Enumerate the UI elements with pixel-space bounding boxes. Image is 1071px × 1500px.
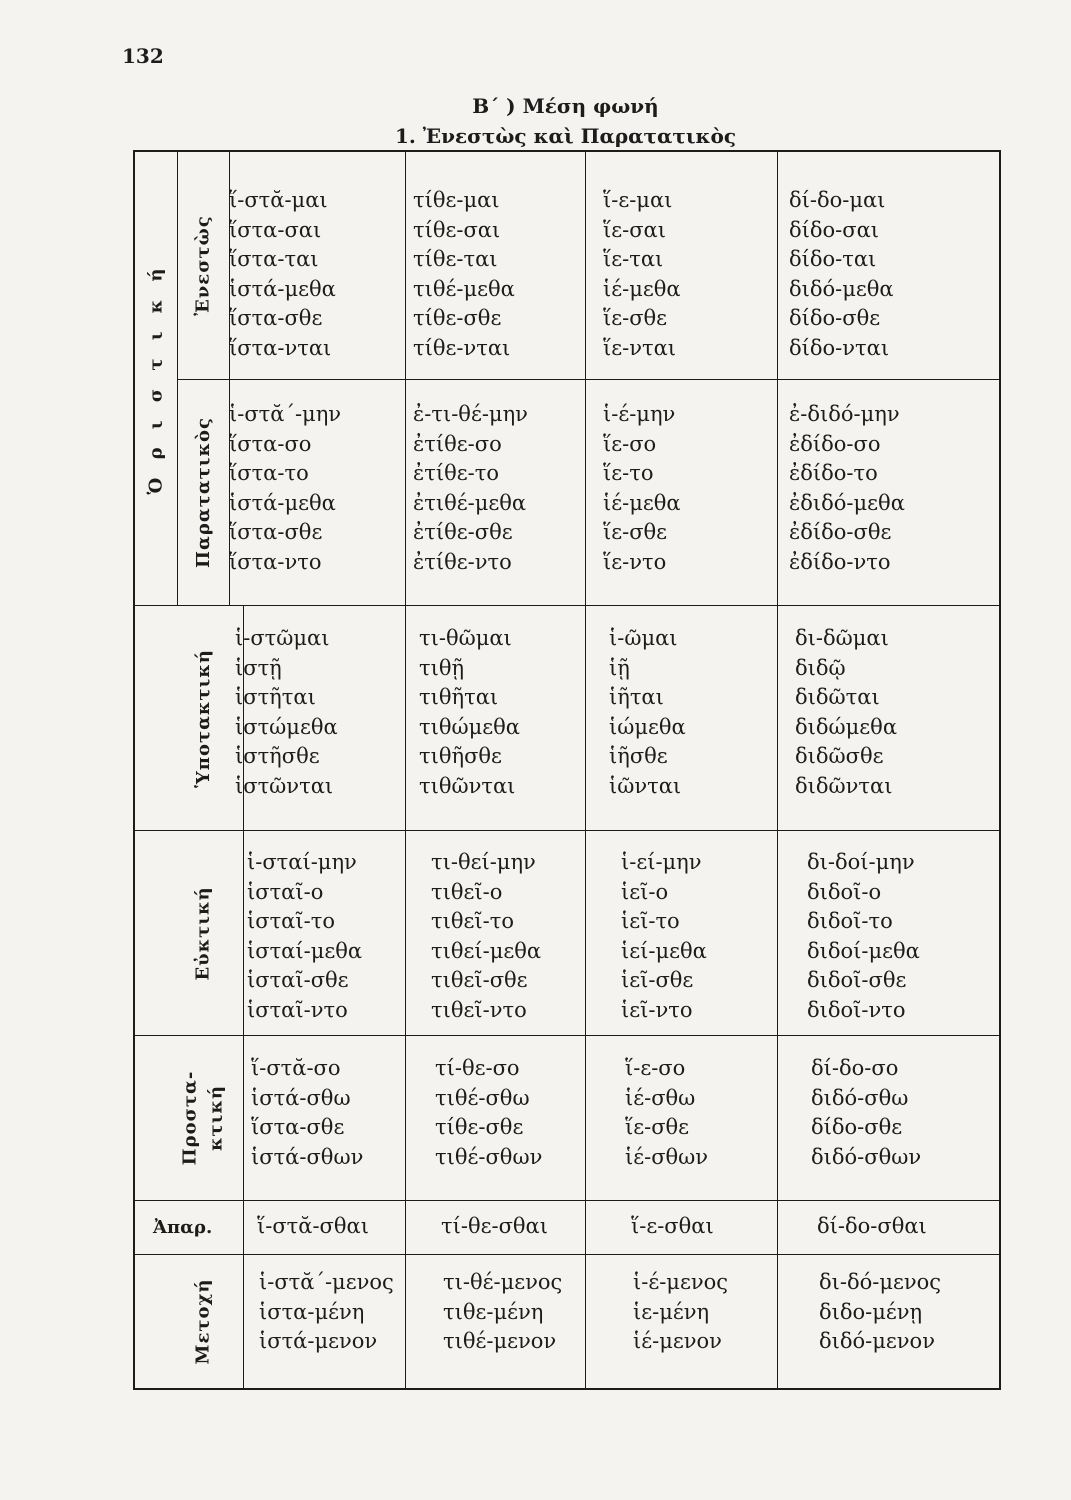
verb-form: τίθε-νται	[413, 335, 511, 360]
verb-form: ἵστα-ται	[229, 247, 319, 271]
verb-form: ἱστῆσθε	[235, 744, 320, 768]
cell-paratatikos-2	[413, 400, 528, 577]
verb-form: ἵστα-σθε	[229, 520, 323, 544]
verb-form: τί-θε-σο	[435, 1056, 520, 1080]
mood-label-text	[177, 1071, 229, 1166]
verb-form: δί-δο-σθαι	[817, 1214, 927, 1238]
verb-form: ἱῆται	[609, 685, 664, 709]
verb-form: διδοί-μεθα	[807, 938, 920, 963]
verb-form: ἵστα-ντο	[229, 549, 322, 574]
verb-form: διδῶται	[795, 685, 880, 709]
verb-form: ἱσταῖ-το	[247, 909, 335, 933]
mood-label-line: Προστα-	[179, 1070, 200, 1166]
verb-form: ἵε-σο	[603, 431, 657, 456]
verb-form: ἱεῖ-ο	[621, 879, 669, 904]
verb-form: ἵ-στᾰ-σο	[251, 1056, 341, 1080]
verb-form: δίδο-σθε	[811, 1115, 903, 1139]
verb-form: ἱέ-σθων	[625, 1144, 709, 1169]
verb-form: ἱέ-μεθα	[603, 276, 681, 301]
verb-form: τιθῶνται	[419, 773, 516, 798]
verb-form: ἱσταῖ-ντο	[247, 997, 348, 1022]
verb-form: δί-δο-σο	[811, 1056, 899, 1080]
verb-form: διδοῖ-το	[807, 909, 893, 933]
verb-form: τιθώμεθα	[419, 714, 520, 739]
verb-form: ἱῇ	[609, 655, 630, 680]
mood-label-enestos	[178, 152, 229, 379]
verb-form: ἱστα-μένη	[259, 1299, 365, 1324]
verb-form: τι-θεί-μην	[431, 850, 536, 874]
cell-efktiki-4	[807, 848, 920, 1025]
verb-form: ἵ-ε-σθαι	[631, 1214, 714, 1238]
verb-form: τίθε-ται	[413, 247, 498, 271]
verb-form: διδοῖ-ντο	[807, 997, 906, 1022]
verb-form: ἱσταί-μεθα	[247, 938, 363, 963]
verb-form: ἵε-σθε	[625, 1115, 690, 1139]
verb-form: διδό-σθω	[811, 1085, 909, 1110]
table-border-right	[999, 150, 1001, 1390]
verb-form: δι-δοί-μην	[807, 850, 915, 874]
cell-enestos-2	[413, 186, 515, 363]
page-number: 132	[122, 44, 164, 68]
verb-form: τιθῆται	[419, 685, 499, 709]
verb-form: τιθεῖ-το	[431, 909, 514, 933]
verb-form: τίθε-σθε	[435, 1115, 524, 1139]
verb-form: ἵστα-νται	[229, 335, 332, 360]
verb-form: τιθεῖ-σθε	[431, 968, 528, 992]
verb-form: ἱστά-μεθα	[229, 490, 336, 515]
verb-form: ἱστά-σθω	[251, 1085, 351, 1110]
cell-paratatikos-1	[229, 400, 341, 577]
mood-label-metochi	[163, 1255, 243, 1388]
verb-form: ἐδίδο-σο	[789, 431, 881, 456]
verb-form: τι-θῶμαι	[419, 626, 512, 650]
cell-metochi-3	[633, 1268, 728, 1357]
verb-form: διδο-μένῃ	[819, 1299, 923, 1324]
column-divider-3	[777, 150, 778, 1390]
group-label-text: Ὁ ρ ι σ τ ι κ ή	[145, 262, 167, 495]
verb-form: ἐ-τι-θέ-μην	[413, 402, 528, 426]
verb-form: διδῷ	[795, 655, 846, 680]
cell-prostaktiki-4	[811, 1054, 921, 1172]
cell-metochi-1	[259, 1268, 394, 1357]
verb-form: διδῶνται	[795, 773, 893, 798]
verb-form: ἱ-εί-μην	[621, 850, 702, 874]
verb-form: ἱώμεθα	[609, 714, 686, 739]
verb-form: ἱσταῖ-ο	[247, 879, 324, 904]
verb-form: ἱ-σταί-μην	[247, 850, 357, 874]
verb-form: ἵστα-σθε	[251, 1115, 345, 1139]
cell-paratatikos-3	[603, 400, 681, 577]
verb-form: ἱστά-σθων	[251, 1144, 364, 1169]
verb-form: τιθε-μένη	[443, 1299, 544, 1324]
mood-label-text: Παρατατικὸς	[193, 417, 215, 568]
cell-ypotaktiki-4	[795, 624, 897, 801]
group-label-oristiki	[135, 152, 177, 605]
verb-form: δίδο-σθε	[789, 306, 881, 330]
verb-form: ἱ-στᾰ΄-μενος	[259, 1270, 394, 1294]
mood-label-text: Ὑποτακτική	[192, 648, 214, 788]
verb-form: ἱε-μένη	[633, 1299, 710, 1324]
verb-form: ἐτίθε-σο	[413, 431, 502, 456]
row-divider-6	[133, 1254, 1001, 1255]
verb-form: ἱέ-μεθα	[603, 490, 681, 515]
verb-form: δίδο-σαι	[789, 217, 880, 242]
verb-form: δίδο-ται	[789, 247, 877, 271]
verb-form: δίδο-νται	[789, 335, 890, 360]
verb-form: ἱεῖ-σθε	[621, 968, 694, 992]
verb-form: ἐδίδο-ντο	[789, 549, 891, 574]
column-divider-1	[405, 150, 406, 1390]
cell-enestos-4	[789, 186, 894, 363]
verb-form: ἱστῆται	[235, 685, 316, 709]
row-divider-5	[133, 1200, 1001, 1201]
section-title: Β΄ ) Μέση φωνή	[472, 94, 659, 118]
mood-label-text: Μετοχή	[192, 1278, 214, 1365]
verb-form: τίθε-σθε	[413, 306, 502, 330]
verb-form: ἐτιθέ-μεθα	[413, 490, 527, 515]
verb-form: ἵε-ται	[603, 247, 664, 271]
verb-form: ἱστά-μεθα	[229, 276, 336, 301]
verb-form: ἐδίδο-σθε	[789, 520, 892, 544]
row-divider-1	[177, 379, 1001, 380]
cell-metochi-2	[443, 1268, 562, 1357]
cell-efktiki-2	[431, 848, 541, 1025]
verb-form: ἵ-στᾰ-μαι	[229, 188, 328, 212]
verb-form: τίθε-σαι	[413, 217, 501, 242]
table-border-bottom	[133, 1388, 1001, 1390]
column-divider-2	[585, 150, 586, 1390]
mood-label-ypotaktiki	[163, 606, 243, 830]
verb-form: ἐτίθε-ντο	[413, 549, 512, 574]
verb-form: ἵε-το	[603, 461, 654, 485]
cell-prostaktiki-3	[625, 1054, 708, 1172]
verb-form: τιθεῖ-ντο	[431, 997, 527, 1022]
verb-form: ἱ-έ-μην	[603, 402, 676, 426]
verb-form: ἵε-ντο	[603, 549, 667, 574]
cell-efktiki-3	[621, 848, 707, 1025]
verb-form: ἱστῇ	[235, 655, 282, 680]
verb-form: τιθέ-μενον	[443, 1329, 557, 1353]
mood-label-efktiki	[163, 831, 243, 1035]
verb-form: ἐτίθε-το	[413, 461, 499, 485]
cell-aparemfato-3	[631, 1212, 714, 1242]
mood-label-prostaktiki	[163, 1036, 243, 1200]
cell-prostaktiki-1	[251, 1054, 363, 1172]
verb-form: διδῶσθε	[795, 744, 884, 768]
verb-form: δι-δῶμαι	[795, 626, 889, 650]
verb-form: ἱῶνται	[609, 773, 682, 798]
verb-form: δί-δο-μαι	[789, 188, 886, 212]
cell-enestos-1	[229, 186, 336, 363]
verb-form: τιθεῖ-ο	[431, 879, 503, 904]
mood-label-line: κτική	[205, 1085, 226, 1151]
verb-form: ἵε-σαι	[603, 217, 666, 242]
cell-ypotaktiki-2	[419, 624, 520, 801]
verb-form: ἐδιδό-μεθα	[789, 490, 905, 515]
cell-enestos-3	[603, 186, 681, 363]
verb-form: ἵστα-σαι	[229, 217, 322, 242]
verb-form: τί-θε-σθαι	[441, 1214, 548, 1238]
verb-form: τιθεί-μεθα	[431, 938, 542, 963]
verb-form: διδό-μενον	[819, 1329, 935, 1353]
verb-form: ἵε-σθε	[603, 306, 668, 330]
verb-form: διδοῖ-σθε	[807, 968, 907, 992]
verb-form: ἱέ-μενον	[633, 1329, 722, 1353]
mood-label-paratatikos	[178, 380, 229, 605]
conjugation-table	[133, 150, 1001, 1390]
verb-form: ἵε-σθε	[603, 520, 668, 544]
verb-form: ἐτίθε-σθε	[413, 520, 513, 544]
cell-ypotaktiki-1	[235, 624, 338, 801]
verb-form: διδό-μεθα	[789, 276, 894, 301]
mood-label-text: Ἐνεστὼς	[193, 215, 214, 316]
verb-form: ἱστά-μενον	[259, 1329, 378, 1353]
verb-form: ἵστα-σθε	[229, 306, 323, 330]
verb-form: ἐ-διδό-μην	[789, 402, 900, 426]
verb-form: τιθῆσθε	[419, 744, 502, 768]
verb-form: διδό-σθων	[811, 1144, 922, 1169]
verb-form: ἱστῶνται	[235, 773, 334, 798]
verb-form: τιθέ-σθω	[435, 1085, 530, 1110]
verb-form: ἱεί-μεθα	[621, 938, 707, 963]
verb-form: ἱέ-σθω	[625, 1085, 696, 1110]
cell-efktiki-1	[247, 848, 362, 1025]
verb-form: ἱ-στῶμαι	[235, 626, 330, 650]
mood-label-text: Εὐκτική	[192, 885, 214, 981]
verb-form: ἵε-νται	[603, 335, 677, 360]
verb-form: τιθέ-μεθα	[413, 276, 515, 301]
verb-form: ἵ-στᾰ-σθαι	[257, 1214, 369, 1238]
row-divider-4	[133, 1035, 1001, 1036]
verb-form: ἱστώμεθα	[235, 714, 338, 739]
verb-form: ἱ-ῶμαι	[609, 626, 678, 650]
cell-paratatikos-4	[789, 400, 905, 577]
verb-form: ἱεῖ-το	[621, 909, 680, 933]
verb-form: ἱ-έ-μενος	[633, 1270, 729, 1294]
row-divider-3	[133, 830, 1001, 831]
row-divider-2	[133, 605, 1001, 606]
verb-form: δι-δό-μενος	[819, 1270, 942, 1294]
cell-metochi-4	[819, 1268, 941, 1357]
verb-form: διδώμεθα	[795, 714, 897, 739]
section-subtitle: 1. Ἐνεστὼς καὶ Παρατατικὸς	[394, 124, 737, 148]
verb-form: ἵστα-σο	[229, 431, 312, 456]
cell-prostaktiki-2	[435, 1054, 542, 1172]
cell-aparemfato-1	[257, 1212, 369, 1242]
verb-form: ἵστα-το	[229, 461, 309, 485]
verb-form: ἱεῖ-ντο	[621, 997, 693, 1022]
verb-form: ἵ-ε-μαι	[603, 188, 673, 212]
verb-form: ἱῆσθε	[609, 744, 668, 768]
mood-label-aparemfato: Ἀπαρ.	[153, 1217, 213, 1238]
verb-form: τιθέ-σθων	[435, 1144, 543, 1169]
verb-form: ἵ-ε-σο	[625, 1056, 686, 1080]
verb-form: τίθε-μαι	[413, 188, 500, 212]
verb-form: ἱ-στᾰ΄-μην	[229, 402, 342, 426]
verb-form: διδοῖ-ο	[807, 879, 882, 904]
cell-ypotaktiki-3	[609, 624, 686, 801]
cell-aparemfato-2	[441, 1212, 548, 1242]
verb-form: τι-θέ-μενος	[443, 1270, 563, 1294]
verb-form: ἱσταῖ-σθε	[247, 968, 349, 992]
verb-form: τιθῇ	[419, 655, 465, 680]
cell-aparemfato-4	[817, 1212, 927, 1242]
table-border-top	[133, 150, 1001, 152]
verb-form: ἐδίδο-το	[789, 461, 878, 485]
